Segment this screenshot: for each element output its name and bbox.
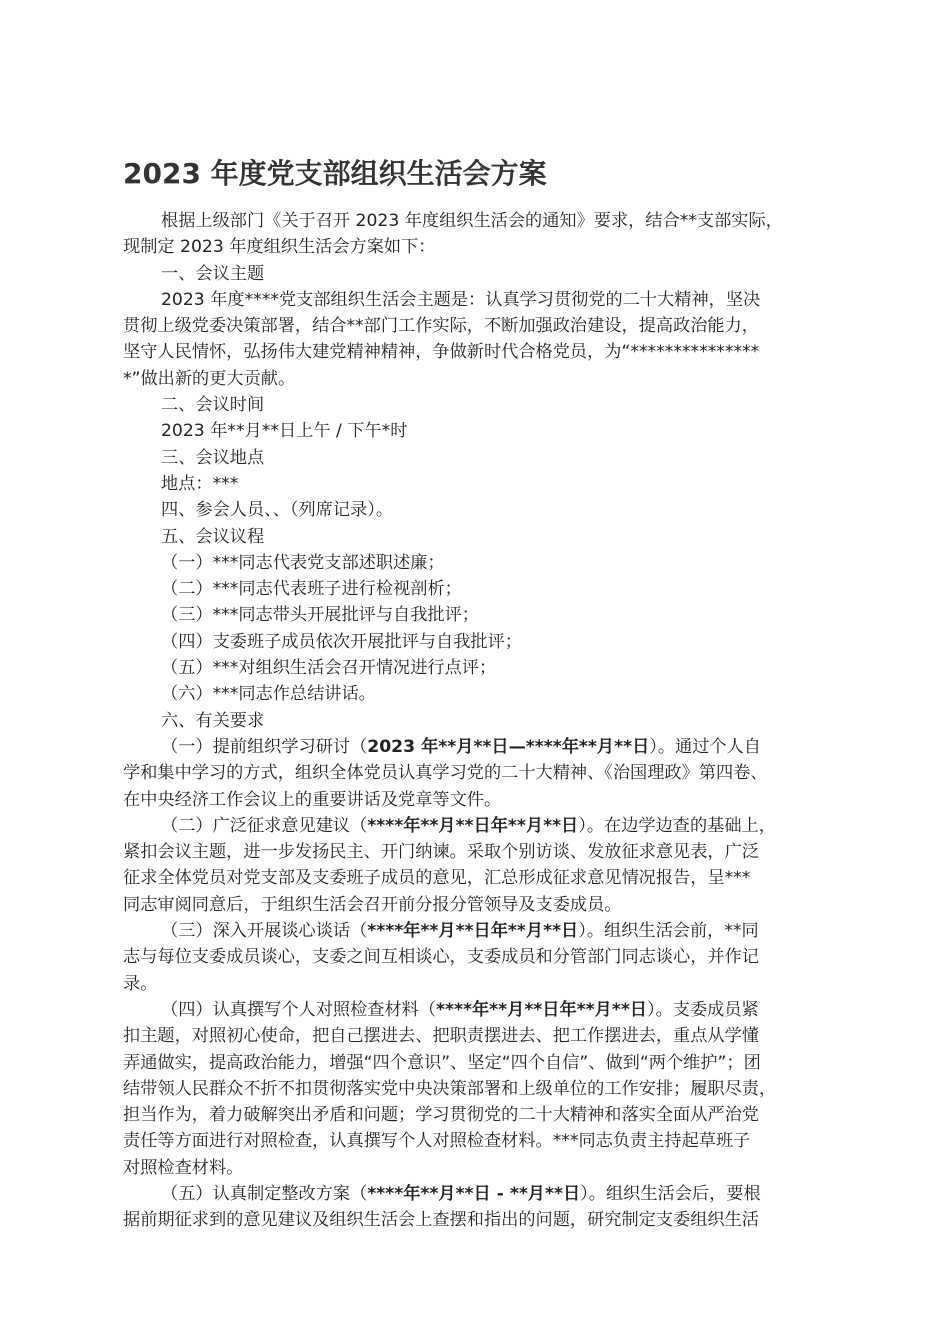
requirement-paragraph xyxy=(123,918,863,997)
requirement-first-line xyxy=(123,813,863,839)
theme-paragraph xyxy=(123,287,863,392)
requirement-prefix: （一）提前组织学习研讨（ xyxy=(161,736,368,757)
requirement-date: ****年**月**日 - **月**日 xyxy=(367,1183,581,1204)
theme-line: 2023 年度****党支部组织生活会主题是：认真学习贯彻党的二十大精神，坚决 xyxy=(161,289,761,310)
requirement-rest: ）。支委成员紧 xyxy=(647,999,759,1020)
requirement-line: 在中央经济工作会议上的重要讲话及党章等文件。 xyxy=(123,789,502,810)
requirement-date: ****年**月**日年**月**日 xyxy=(436,999,647,1020)
requirement-prefix: （三）深入开展谈心谈话（ xyxy=(161,921,368,942)
requirement-prefix: （四）认真撰写个人对照检查材料（ xyxy=(161,999,437,1020)
requirement-first-line xyxy=(123,734,863,760)
requirement-line: 征求全体党员对党支部及支委班子成员的意见，汇总形成征求意见情况报告，呈*** xyxy=(123,868,751,889)
requirement-line: 担当作为，着力破解突出矛盾和问题；学习贯彻党的二十大精神和落实全面从严治党 xyxy=(123,1105,759,1126)
requirement-paragraph xyxy=(123,813,863,918)
agenda-item: （二）***同志代表班子进行检视剖析； xyxy=(161,579,462,600)
requirement-line: 录。 xyxy=(123,973,158,994)
theme-line: 贯彻上级党委决策部署，结合**部门工作实际，不断加强政治建设，提高政治能力， xyxy=(123,316,759,337)
requirement-line: 紧扣会议主题，进一步发扬民主、开门纳谏。采取个别访谈、发放征求意见表，广泛 xyxy=(123,842,759,863)
agenda-item: （三）***同志带头开展批评与自我批评； xyxy=(161,605,479,626)
requirement-rest: ）。在边学边查的基础上， xyxy=(578,815,776,836)
requirement-date: ****年**月**日年**月**日 xyxy=(367,815,579,836)
section-heading: 三、会议地点 xyxy=(161,447,265,468)
requirement-rest: ）。组织生活会前，**同 xyxy=(578,921,759,942)
requirement-line: 志与每位支委成员谈心，支委之间互相谈心，支委成员和分管部门同志谈心，并作记 xyxy=(123,947,759,968)
agenda-item: （五）***对组织生活会召开情况进行点评； xyxy=(161,658,497,679)
agenda-item: （一）***同志代表党支部述职述廉； xyxy=(161,552,445,573)
requirement-line: 结带领人民群众不折不扣贯彻落实党中央决策部署和上级单位的工作安排；履职尽责， xyxy=(123,1078,777,1099)
requirement-date: ****年**月**日年**月**日 xyxy=(367,921,579,942)
section-heading: 四、参会人员、、（列席记录）。 xyxy=(161,500,394,521)
intro-paragraph xyxy=(123,208,863,261)
requirement-rest: ）。通过个人自 xyxy=(649,736,761,757)
agenda-item: （四）支委班子成员依次开展批评与自我批评； xyxy=(161,631,522,652)
requirement-line: 责任等方面进行对照检查，认真撰写个人对照检查材料。***同志负责主持起草班子 xyxy=(123,1131,751,1152)
requirement-first-line xyxy=(123,997,863,1023)
section-heading: 一、会议主题 xyxy=(161,263,265,284)
requirement-prefix: （五）认真制定整改方案（ xyxy=(161,1183,368,1204)
requirement-first-line xyxy=(123,918,863,944)
requirement-paragraph xyxy=(123,997,863,1181)
requirement-line: 弄通做实，提高政治能力，增强“四个意识”、坚定“四个自信”、做到“两个维护”；团 xyxy=(123,1052,761,1073)
meeting-location: 地点：*** xyxy=(161,473,239,494)
document-title: 2023 年度党支部组织生活会方案 xyxy=(123,157,547,190)
intro-line: 现制定 2023 年度组织生活会方案如下： xyxy=(123,237,436,258)
requirement-line: 对照检查材料。 xyxy=(123,1157,244,1178)
requirement-line: 学和集中学习的方式，组织全体党员认真学习党的二十大精神、《治国理政》第四卷、 xyxy=(123,763,768,784)
requirement-prefix: （二）广泛征求意见建议（ xyxy=(161,815,368,836)
meeting-time: 2023 年**月**日上午 / 下午*时 xyxy=(161,421,408,442)
agenda-item: （六）***同志作总结讲话。 xyxy=(161,684,376,705)
requirement-line: 扣主题，对照初心使命，把自己摆进去、把职责摆进去、把工作摆进去，重点从学懂 xyxy=(123,1026,759,1047)
document-body xyxy=(123,208,863,1234)
requirement-line: 据前期征求到的意见建议及组织生活会上查摆和指出的问题，研究制定支委组织生活 xyxy=(123,1210,759,1231)
theme-line: *”做出新的更大贡献。 xyxy=(123,368,296,389)
requirement-paragraph xyxy=(123,734,863,813)
requirement-first-line xyxy=(123,1181,863,1207)
intro-line: 根据上级部门《关于召开 2023 年度组织生活会的通知》要求，结合**支部实际， xyxy=(161,211,783,231)
requirement-line: 同志审阅同意后，于组织生活会召开前分报分管领导及支委成员。 xyxy=(123,894,622,915)
requirement-rest: ）。组织生活会后，要根 xyxy=(580,1183,761,1204)
section-heading: 二、会议时间 xyxy=(161,395,265,416)
requirement-date: 2023 年**月**日—****年**月**日 xyxy=(367,736,650,757)
requirement-paragraph xyxy=(123,1181,863,1234)
section-heading: 六、有关要求 xyxy=(161,710,265,731)
theme-line: 坚守人民情怀，弘扬伟大建党精神精神，争做新时代合格党员，为“*************** xyxy=(123,342,760,363)
section-heading: 五、会议议程 xyxy=(161,526,265,547)
